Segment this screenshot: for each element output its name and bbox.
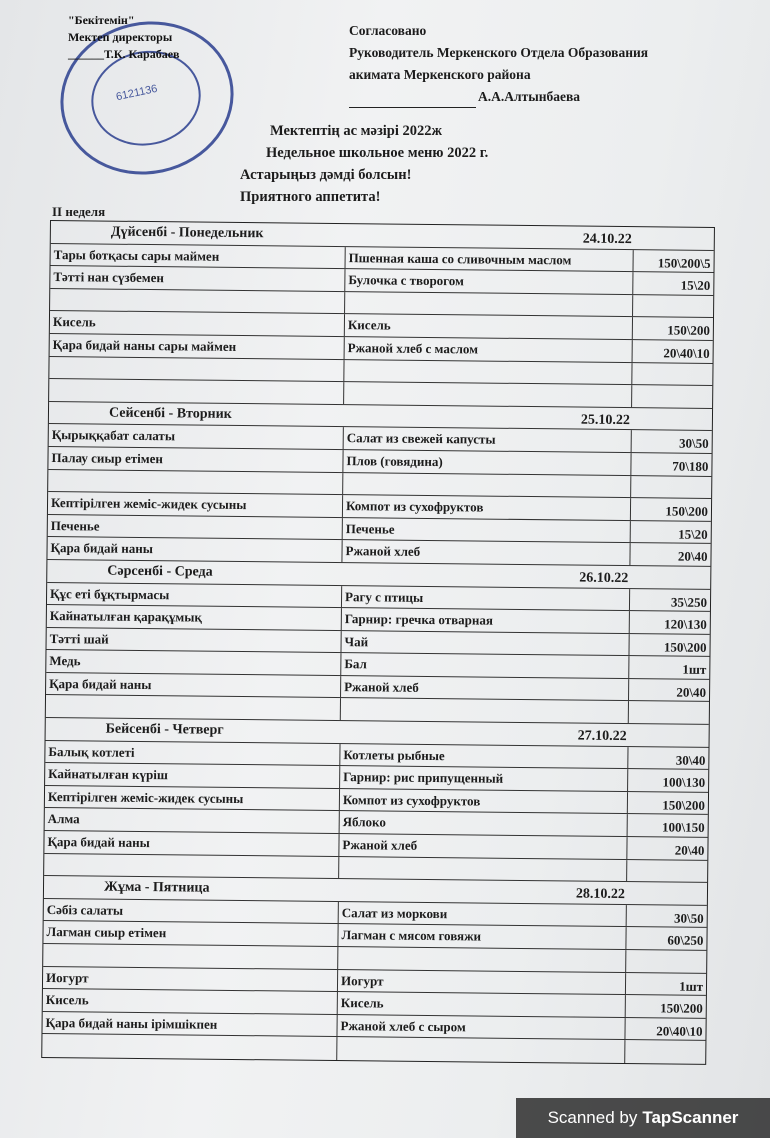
dish-kz: Палау сиыр етімен — [48, 447, 343, 472]
dish-ru: Ржаной хлеб с маслом — [345, 337, 633, 362]
dish-ru: Рагу с птицы — [342, 586, 630, 611]
dish-kz: Балық котлеті — [45, 741, 340, 766]
dish-ru: Ржаной хлеб — [339, 834, 627, 859]
portion-qty — [632, 363, 712, 385]
portion-qty: 20\40\10 — [663, 345, 710, 361]
dish-ru: Ржаной хлеб с сыром — [337, 1015, 625, 1040]
seal-code: 6121136 — [114, 82, 159, 104]
dish-ru: Компот из сухофруктов — [340, 789, 628, 814]
dish-kz: Қырыққабат салаты — [49, 424, 344, 449]
stamp-line: Мектеп директоры — [68, 30, 173, 44]
dish-kz: Лагман сиыр етімен — [43, 921, 338, 946]
day-name: Дүйсенбі - Понедельник — [110, 224, 264, 242]
portion-qty: 20\40 — [674, 842, 705, 858]
portion-qty: 15\20 — [680, 277, 711, 294]
week-label: II неделя — [52, 204, 106, 219]
portion-qty: 1шт — [679, 978, 704, 994]
dish-ru: Салат из моркови — [339, 902, 627, 927]
portion-qty: 20\40 — [676, 684, 707, 700]
approval-block — [349, 20, 749, 108]
portion-qty: 70\180 — [672, 458, 709, 474]
dish-ru — [344, 360, 632, 385]
portion-qty: 150\200 — [662, 797, 705, 813]
dish-kz — [49, 379, 344, 404]
dish-kz: Сәбіз салаты — [44, 899, 339, 924]
portion-qty: 120\130 — [664, 616, 707, 632]
dish-kz: Иогурт — [43, 967, 338, 992]
day-date: 27.10.22 — [577, 728, 627, 745]
portion-qty: 1шт — [682, 661, 707, 678]
scanner-watermark — [516, 1098, 770, 1138]
dish-ru — [344, 382, 632, 407]
portion-qty — [631, 476, 711, 498]
dish-ru — [343, 473, 631, 498]
dish-kz: Печенье — [48, 515, 343, 540]
menu-heading — [240, 120, 540, 208]
portion-qty: 20\40 — [677, 548, 708, 565]
portion-qty: 20\40\10 — [656, 1023, 703, 1039]
dish-ru: Компот из сухофруктов — [343, 495, 631, 520]
day-name: Жұма - Пятница — [103, 879, 210, 896]
dish-ru: Иогурт — [338, 970, 626, 995]
portion-qty: 150\200 — [660, 1000, 703, 1017]
day-name: Сейсенбі - Вторник — [108, 405, 232, 422]
day-date: 25.10.22 — [580, 412, 631, 428]
dish-ru — [339, 857, 627, 882]
dish-kz: Кисель — [50, 311, 345, 336]
portion-qty — [625, 1040, 705, 1063]
dish-ru: Котлеты рыбные — [340, 744, 628, 769]
dish-kz: Кептірілген жеміс-жидек сусыны — [48, 492, 343, 517]
dish-kz — [48, 470, 343, 495]
dish-ru: Гарнир: гречка отварная — [342, 608, 630, 633]
portion-qty — [632, 385, 712, 407]
dish-kz: Қара бидай наны ірімшікпен — [42, 1012, 337, 1037]
ru-title: Недельное школьное меню 2022 г. — [266, 145, 489, 161]
portion-qty: 30\50 — [678, 435, 709, 452]
dish-ru: Чай — [341, 631, 629, 656]
stamp-line: "Бекітемін" — [68, 13, 135, 27]
dish-kz — [43, 944, 338, 969]
dish-kz: Кайнатылған қарақұмық — [47, 605, 342, 630]
approval-signature: А.А.Алтынбаева — [478, 89, 581, 104]
dish-ru — [345, 292, 633, 317]
dish-ru — [337, 1037, 625, 1063]
dish-ru: Гарнир: рис припущенный — [340, 766, 628, 791]
dish-ru: Ржаной хлеб — [341, 676, 629, 701]
dish-ru: Булочка с творогом — [345, 269, 633, 294]
dish-kz: Алма — [45, 808, 340, 833]
dish-ru — [341, 699, 629, 724]
dish-ru: Печенье — [343, 518, 631, 543]
approval-position: Руководитель Меркенского Отдела Образования — [349, 45, 649, 60]
dish-kz: Тәтті шай — [47, 628, 342, 653]
day-name: Сәрсенбі - Среда — [107, 563, 213, 580]
dish-kz: Қара бидай наны — [47, 537, 342, 562]
dish-ru: Пшенная каша со сливочным маслом — [346, 247, 634, 272]
portion-qty: 100\130 — [662, 774, 706, 791]
portion-qty — [633, 295, 713, 317]
dish-kz: Қара бидай наны — [44, 831, 339, 856]
approval-title: Согласовано — [349, 23, 427, 38]
menu-table — [41, 220, 715, 1065]
watermark-brand: TapScanner — [642, 1108, 739, 1127]
dish-ru: Кисель — [338, 992, 626, 1017]
portion-qty — [626, 950, 706, 972]
day-date: 24.10.22 — [582, 231, 632, 248]
dish-ru: Плов (говядина) — [343, 450, 631, 475]
kz-title: Мектептің ас мәзірі 2022ж — [270, 123, 443, 139]
dish-kz: Медь — [46, 650, 341, 675]
dish-kz — [50, 289, 345, 314]
portion-qty: 35\250 — [670, 594, 708, 610]
dish-kz: Кайнатылған күріш — [45, 763, 340, 788]
ru-wish: Приятного аппетита! — [240, 189, 381, 205]
dish-ru: Салат из свежей капусты — [344, 427, 632, 452]
portion-qty — [627, 860, 707, 882]
portion-qty: 15\20 — [678, 526, 708, 542]
watermark-prefix: Scanned by — [547, 1108, 638, 1127]
portion-qty: 100\150 — [661, 819, 705, 836]
dish-kz — [44, 854, 339, 879]
dish-ru: Лагман с мясом говяжи — [338, 924, 626, 949]
dish-kz — [46, 695, 341, 720]
dish-kz: Қара бидай наны — [46, 673, 341, 698]
portion-qty: 150\200 — [663, 639, 707, 655]
director-approval-stamp — [68, 12, 238, 63]
portion-qty: 150\200\5 — [657, 254, 711, 271]
day-date: 26.10.22 — [579, 570, 629, 586]
portion-qty: 150\200 — [667, 322, 710, 339]
dish-ru: Бал — [341, 653, 629, 678]
dish-kz — [42, 1034, 337, 1060]
kz-wish: Астарыңыз дәмді болсын! — [240, 167, 412, 183]
dish-kz: Кисель — [43, 989, 338, 1014]
approval-signature-line — [349, 86, 749, 108]
dish-kz: Тары ботқасы сары маймен — [51, 244, 346, 269]
dish-ru: Кисель — [345, 314, 633, 339]
approval-org: акимата Меркенского района — [349, 67, 531, 82]
portion-qty: 150\200 — [665, 503, 709, 520]
portion-qty: 30\50 — [674, 910, 704, 926]
day-date: 28.10.22 — [575, 886, 626, 903]
dish-ru — [338, 947, 626, 972]
day-name: Бейсенбі - Четверг — [105, 721, 224, 738]
dish-kz: Кептірілген жеміс-жидек сусыны — [45, 786, 340, 811]
dish-ru: Ржаной хлеб — [342, 540, 630, 565]
portion-qty — [629, 702, 709, 724]
dish-kz: Қара бидай наны сары маймен — [50, 334, 345, 359]
stamp-line: ______Т.К. Карабаев — [68, 47, 180, 61]
dish-kz: Тәтті нан сүзбемен — [50, 266, 345, 291]
dish-ru: Яблоко — [340, 812, 628, 837]
dish-kz: Құс еті бұқтырмасы — [47, 582, 342, 607]
dish-kz — [49, 357, 344, 382]
portion-qty: 30\40 — [675, 752, 706, 768]
portion-qty: 60\250 — [667, 932, 704, 949]
